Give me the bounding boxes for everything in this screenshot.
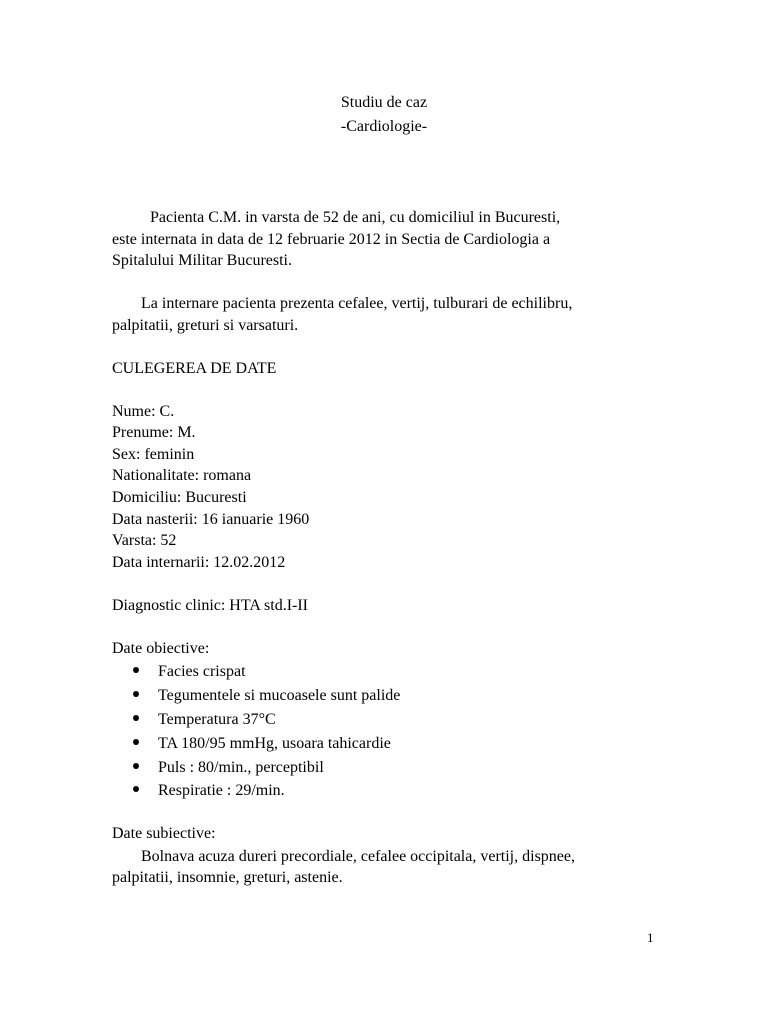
list-item-text: Temperatura 37°C xyxy=(158,711,276,728)
list-item-text: Facies crispat xyxy=(158,663,246,680)
diagnostic-line: Diagnostic clinic: HTA std.I-II xyxy=(112,597,309,614)
intro-paragraph-line: Spitalului Militar Bucuresti. xyxy=(112,252,292,269)
list-item xyxy=(133,709,276,730)
list-item xyxy=(133,661,246,682)
document-title: Studiu de caz xyxy=(340,94,428,111)
subjective-paragraph-line: Bolnava acuza dureri precordiale, cefalee occipitala, vertij, dispnee, xyxy=(141,848,575,865)
section-heading: CULEGEREA DE DATE xyxy=(112,360,277,377)
list-item-text: Puls : 80/min., perceptibil xyxy=(158,759,324,776)
list-item xyxy=(133,757,324,778)
subjective-paragraph-line: palpitatii, insomnie, greturi, astenie. xyxy=(112,869,343,886)
list-item xyxy=(133,780,285,801)
patient-field: Nume: C. xyxy=(112,403,175,420)
admission-paragraph-line: La internare pacienta prezenta cefalee, vertij, tulburari de echilibru, xyxy=(141,295,573,312)
bullet-icon xyxy=(133,691,139,697)
list-item xyxy=(133,733,391,754)
objective-heading: Date obiective: xyxy=(112,640,210,657)
intro-paragraph-line: Pacienta C.M. in varsta de 52 de ani, cu domiciliul in Bucuresti, xyxy=(150,209,561,226)
patient-field: Varsta: 52 xyxy=(112,532,177,549)
intro-paragraph-line: este internata in data de 12 februarie 2012 in Sectia de Cardiologia a xyxy=(112,231,551,248)
page-number: 1 xyxy=(647,930,654,945)
document-subtitle: -Cardiologie- xyxy=(340,118,428,135)
bullet-icon xyxy=(133,667,139,673)
patient-field: Data internarii: 12.02.2012 xyxy=(112,554,286,571)
list-item xyxy=(133,685,400,706)
bullet-icon xyxy=(133,715,139,721)
patient-field: Domiciliu: Bucuresti xyxy=(112,489,247,506)
bullet-icon xyxy=(133,786,139,792)
patient-field: Prenume: M. xyxy=(112,424,196,441)
bullet-icon xyxy=(133,739,139,745)
admission-paragraph-line: palpitatii, greturi si varsaturi. xyxy=(112,317,299,334)
patient-field: Data nasterii: 16 ianuarie 1960 xyxy=(112,511,310,528)
subjective-heading: Date subiective: xyxy=(112,825,216,842)
list-item-text: Tegumentele si mucoasele sunt palide xyxy=(158,687,401,704)
list-item-text: Respiratie : 29/min. xyxy=(158,782,285,799)
patient-field: Nationalitate: romana xyxy=(112,467,252,484)
bullet-icon xyxy=(133,763,139,769)
patient-field: Sex: feminin xyxy=(112,446,195,463)
list-item-text: TA 180/95 mmHg, usoara tahicardie xyxy=(158,735,391,752)
